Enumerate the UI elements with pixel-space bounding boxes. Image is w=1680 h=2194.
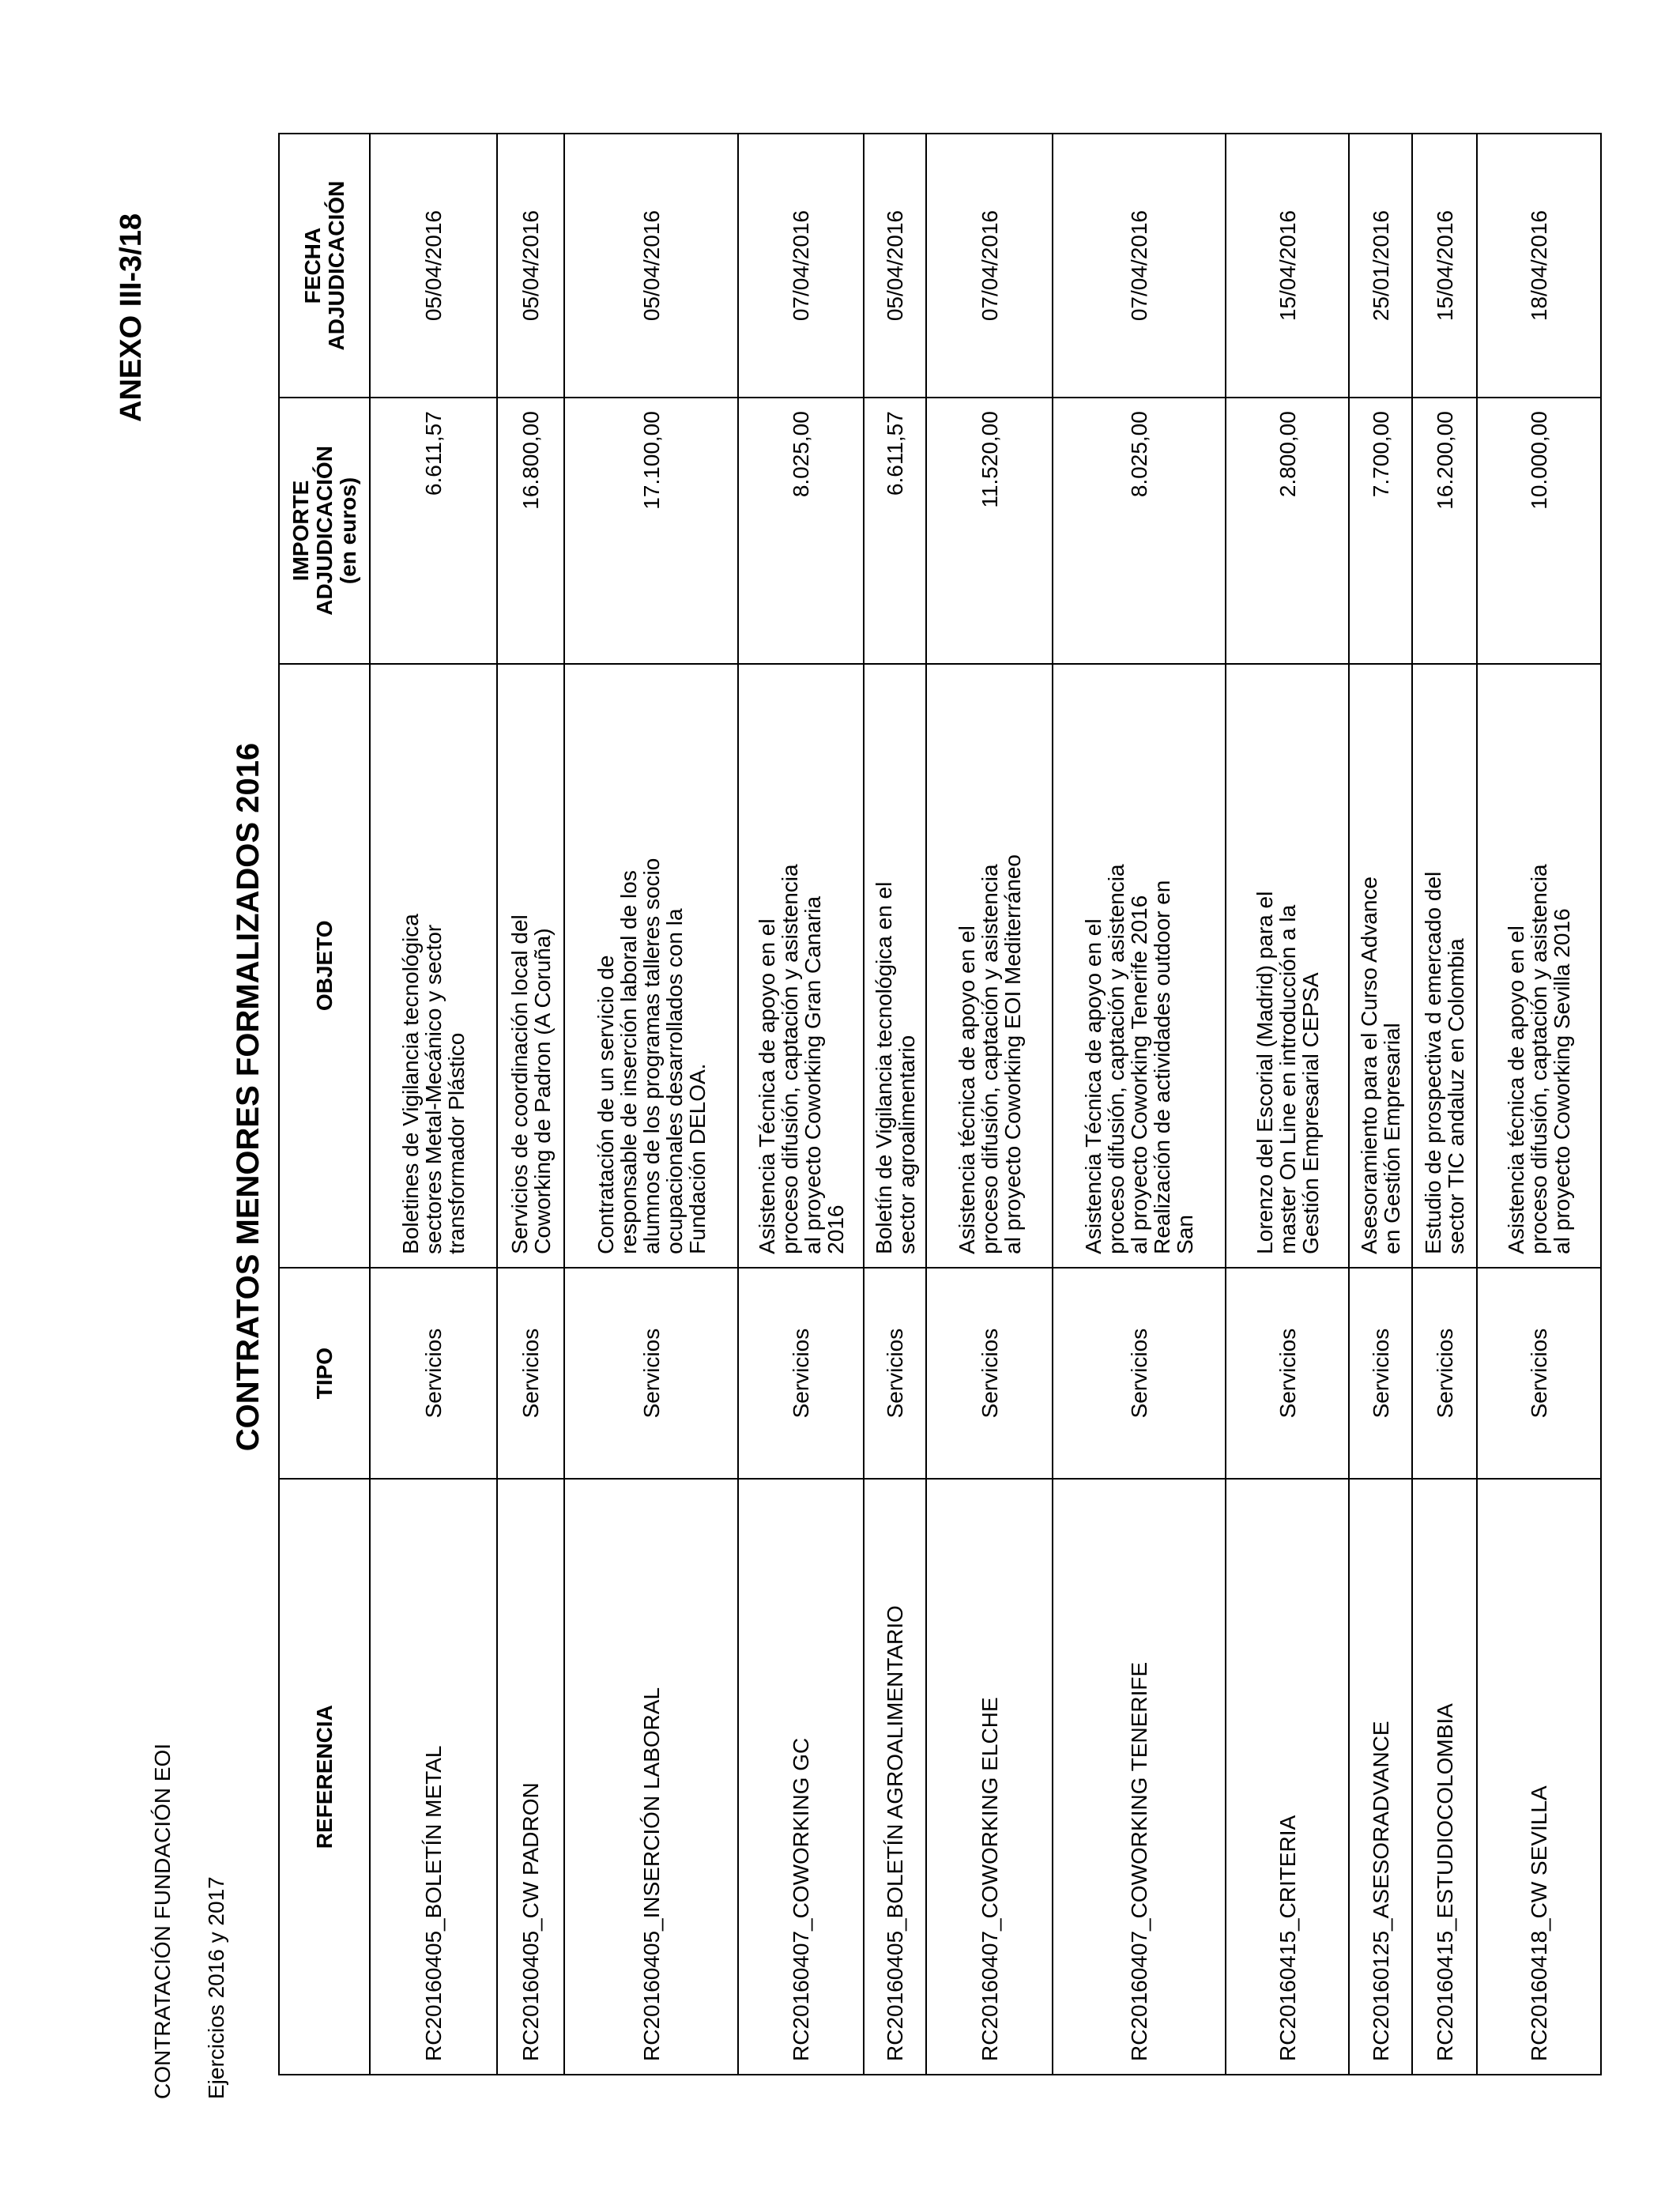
objeto-line: Estudio de prospectiva d emercado del <box>1421 871 1445 1254</box>
objeto-line: 2016 <box>823 1204 848 1254</box>
objeto-line: Asistencia Técnica de apoyo en el <box>754 918 779 1254</box>
cell-tipo: Servicios <box>1349 1268 1412 1480</box>
cell-importe: 6.611,57 <box>864 398 926 664</box>
objeto-line: sector agroalimentario <box>894 1035 919 1254</box>
objeto-line: al proyecto Coworking Sevilla 2016 <box>1550 908 1574 1254</box>
cell-importe: 11.520,00 <box>926 398 1053 664</box>
cell-importe: 2.800,00 <box>1226 398 1349 664</box>
objeto-line: San <box>1173 1214 1197 1254</box>
objeto-line: Asistencia Técnica de apoyo en el <box>1081 918 1106 1254</box>
table-body <box>370 134 1601 2075</box>
cell-referencia: RC20160418_CW SEVILLA <box>1477 1479 1601 2075</box>
cell-fecha: 05/04/2016 <box>864 134 926 398</box>
table-row <box>1412 134 1477 2075</box>
objeto-line: Asesoramiento para el Curso Advance <box>1357 876 1381 1254</box>
objeto-line: sectores Metal-Mecánico y sector <box>421 924 446 1254</box>
table-row <box>926 134 1053 2075</box>
cell-objeto <box>864 664 926 1268</box>
cell-fecha: 15/04/2016 <box>1412 134 1477 398</box>
col-header-tipo: TIPO <box>279 1268 370 1480</box>
cell-tipo: Servicios <box>1412 1268 1477 1480</box>
table-row <box>497 134 564 2075</box>
cell-fecha: 07/04/2016 <box>926 134 1053 398</box>
cell-referencia: RC20160415_ESTUDIOCOLOMBIA <box>1412 1479 1477 2075</box>
objeto-line: Asistencia técnica de apoyo en el <box>954 925 979 1254</box>
objeto-line: Gestión Empresarial CEPSA <box>1298 972 1323 1254</box>
objeto-line: en Gestión Empresarial <box>1380 1023 1404 1254</box>
exercises-label: Ejercicios 2016 y 2017 <box>204 1876 228 2099</box>
cell-objeto <box>1412 664 1477 1268</box>
objeto-line: proceso difusión, captación y asistencia <box>1527 864 1551 1254</box>
cell-fecha: 05/04/2016 <box>564 134 738 398</box>
table-row <box>864 134 926 2075</box>
table-row <box>1053 134 1226 2075</box>
cell-tipo: Servicios <box>564 1268 738 1480</box>
col-header-importe-line3: (en euros) <box>335 477 360 585</box>
cell-tipo: Servicios <box>1477 1268 1601 1480</box>
page-title: CONTRATOS MENORES FORMALIZADOS 2016 <box>231 742 266 1452</box>
cell-importe: 17.100,00 <box>564 398 738 664</box>
cell-tipo: Servicios <box>1226 1268 1349 1480</box>
cell-tipo: Servicios <box>864 1268 926 1480</box>
cell-referencia: RC20160125_ASESORADVANCE <box>1349 1479 1412 2075</box>
cell-fecha: 18/04/2016 <box>1477 134 1601 398</box>
objeto-line: alumnos de los programas talleres socio <box>638 858 664 1254</box>
cell-referencia: RC20160407_COWORKING ELCHE <box>926 1479 1053 2075</box>
cell-objeto <box>1226 664 1349 1268</box>
cell-objeto <box>1053 664 1226 1268</box>
table-row <box>738 134 864 2075</box>
cell-objeto <box>1349 664 1412 1268</box>
objeto-line: al proyecto Coworking Tenerife 2016 <box>1127 895 1151 1254</box>
cell-objeto <box>370 664 497 1268</box>
objeto-line: Fundación DELOA. <box>684 1063 710 1254</box>
objeto-line: master On Line en introducción a la <box>1275 904 1300 1254</box>
objeto-line: Servicios de coordinación local del <box>507 914 532 1254</box>
cell-importe: 8.025,00 <box>738 398 864 664</box>
table-row <box>1349 134 1412 2075</box>
objeto-line: proceso difusión, captación y asistencia <box>777 864 802 1254</box>
cell-objeto <box>926 664 1053 1268</box>
col-header-importe-line2: ADJUDICACIÓN <box>311 446 337 616</box>
objeto-line: sector TIC andaluz en Colombia <box>1444 938 1468 1254</box>
col-header-importe <box>279 398 370 664</box>
cell-importe: 8.025,00 <box>1053 398 1226 664</box>
col-header-referencia: REFERENCIA <box>279 1479 370 2075</box>
cell-tipo: Servicios <box>926 1268 1053 1480</box>
cell-referencia: RC20160405_INSERCIÓN LABORAL <box>564 1479 738 2075</box>
cell-referencia: RC20160405_BOLETÍN METAL <box>370 1479 497 2075</box>
cell-referencia: RC20160405_CW PADRON <box>497 1479 564 2075</box>
objeto-line: Boletines de Vigilancia tecnológica <box>398 914 423 1254</box>
cell-fecha: 15/04/2016 <box>1226 134 1349 398</box>
cell-importe: 16.200,00 <box>1412 398 1477 664</box>
cell-referencia: RC20160407_COWORKING TENERIFE <box>1053 1479 1226 2075</box>
cell-objeto <box>738 664 864 1268</box>
cell-objeto <box>1477 664 1601 1268</box>
col-header-objeto: OBJETO <box>279 664 370 1268</box>
organization-label: CONTRATACIÓN FUNDACIÓN EOI <box>150 1743 175 2099</box>
cell-fecha: 25/01/2016 <box>1349 134 1412 398</box>
contracts-table <box>278 133 1602 2075</box>
cell-objeto <box>564 664 738 1268</box>
cell-importe: 6.611,57 <box>370 398 497 664</box>
objeto-line: Lorenzo del Escorial (Madrid) para el <box>1252 891 1277 1254</box>
objeto-line: al proyecto Coworking Gran Canaria <box>800 895 825 1254</box>
table-row <box>564 134 738 2075</box>
objeto-line: proceso difusión, captación y asistencia <box>977 864 1002 1254</box>
table-row <box>1477 134 1601 2075</box>
col-header-fecha <box>279 134 370 398</box>
cell-importe: 7.700,00 <box>1349 398 1412 664</box>
cell-referencia: RC20160405_BOLETÍN AGROALIMENTARIO <box>864 1479 926 2075</box>
objeto-line: responsable de inserción laboral de los <box>616 870 641 1254</box>
objeto-line: al proyecto Coworking EOI Mediterráneo <box>1000 854 1025 1254</box>
cell-fecha: 05/04/2016 <box>497 134 564 398</box>
objeto-line: Realización de actividades outdoor en <box>1150 880 1174 1254</box>
objeto-line: ocupacionales desarrollados con la <box>661 908 687 1254</box>
cell-fecha: 05/04/2016 <box>370 134 497 398</box>
objeto-line: Boletín de Vigilancia tecnológica en el <box>871 881 896 1254</box>
cell-fecha: 07/04/2016 <box>738 134 864 398</box>
cell-fecha: 07/04/2016 <box>1053 134 1226 398</box>
cell-tipo: Servicios <box>370 1268 497 1480</box>
table-header-row <box>279 134 370 2075</box>
cell-tipo: Servicios <box>497 1268 564 1480</box>
cell-objeto <box>497 664 564 1268</box>
cell-referencia: RC20160415_CRITERIA <box>1226 1479 1349 2075</box>
col-header-fecha-line1: FECHA <box>299 227 325 304</box>
col-header-fecha-line2: ADJUDICACIÓN <box>323 180 348 351</box>
cell-referencia: RC20160407_COWORKING GC <box>738 1479 864 2075</box>
objeto-line: Coworking de Padron (A Coruña) <box>529 928 555 1254</box>
table-row <box>1226 134 1349 2075</box>
objeto-line: transformador Plástico <box>444 1032 469 1254</box>
table-row <box>370 134 497 2075</box>
cell-importe: 16.800,00 <box>497 398 564 664</box>
col-header-importe-line1: IMPORTE <box>288 480 313 582</box>
annex-label: ANEXO III-3/18 <box>115 213 148 422</box>
objeto-line: Asistencia técnica de apoyo en el <box>1504 925 1528 1254</box>
cell-importe: 10.000,00 <box>1477 398 1601 664</box>
objeto-line: proceso difusión, captación y asistencia <box>1104 864 1128 1254</box>
cell-tipo: Servicios <box>1053 1268 1226 1480</box>
objeto-line: Contratación de un servicio de <box>593 955 618 1254</box>
cell-tipo: Servicios <box>738 1268 864 1480</box>
